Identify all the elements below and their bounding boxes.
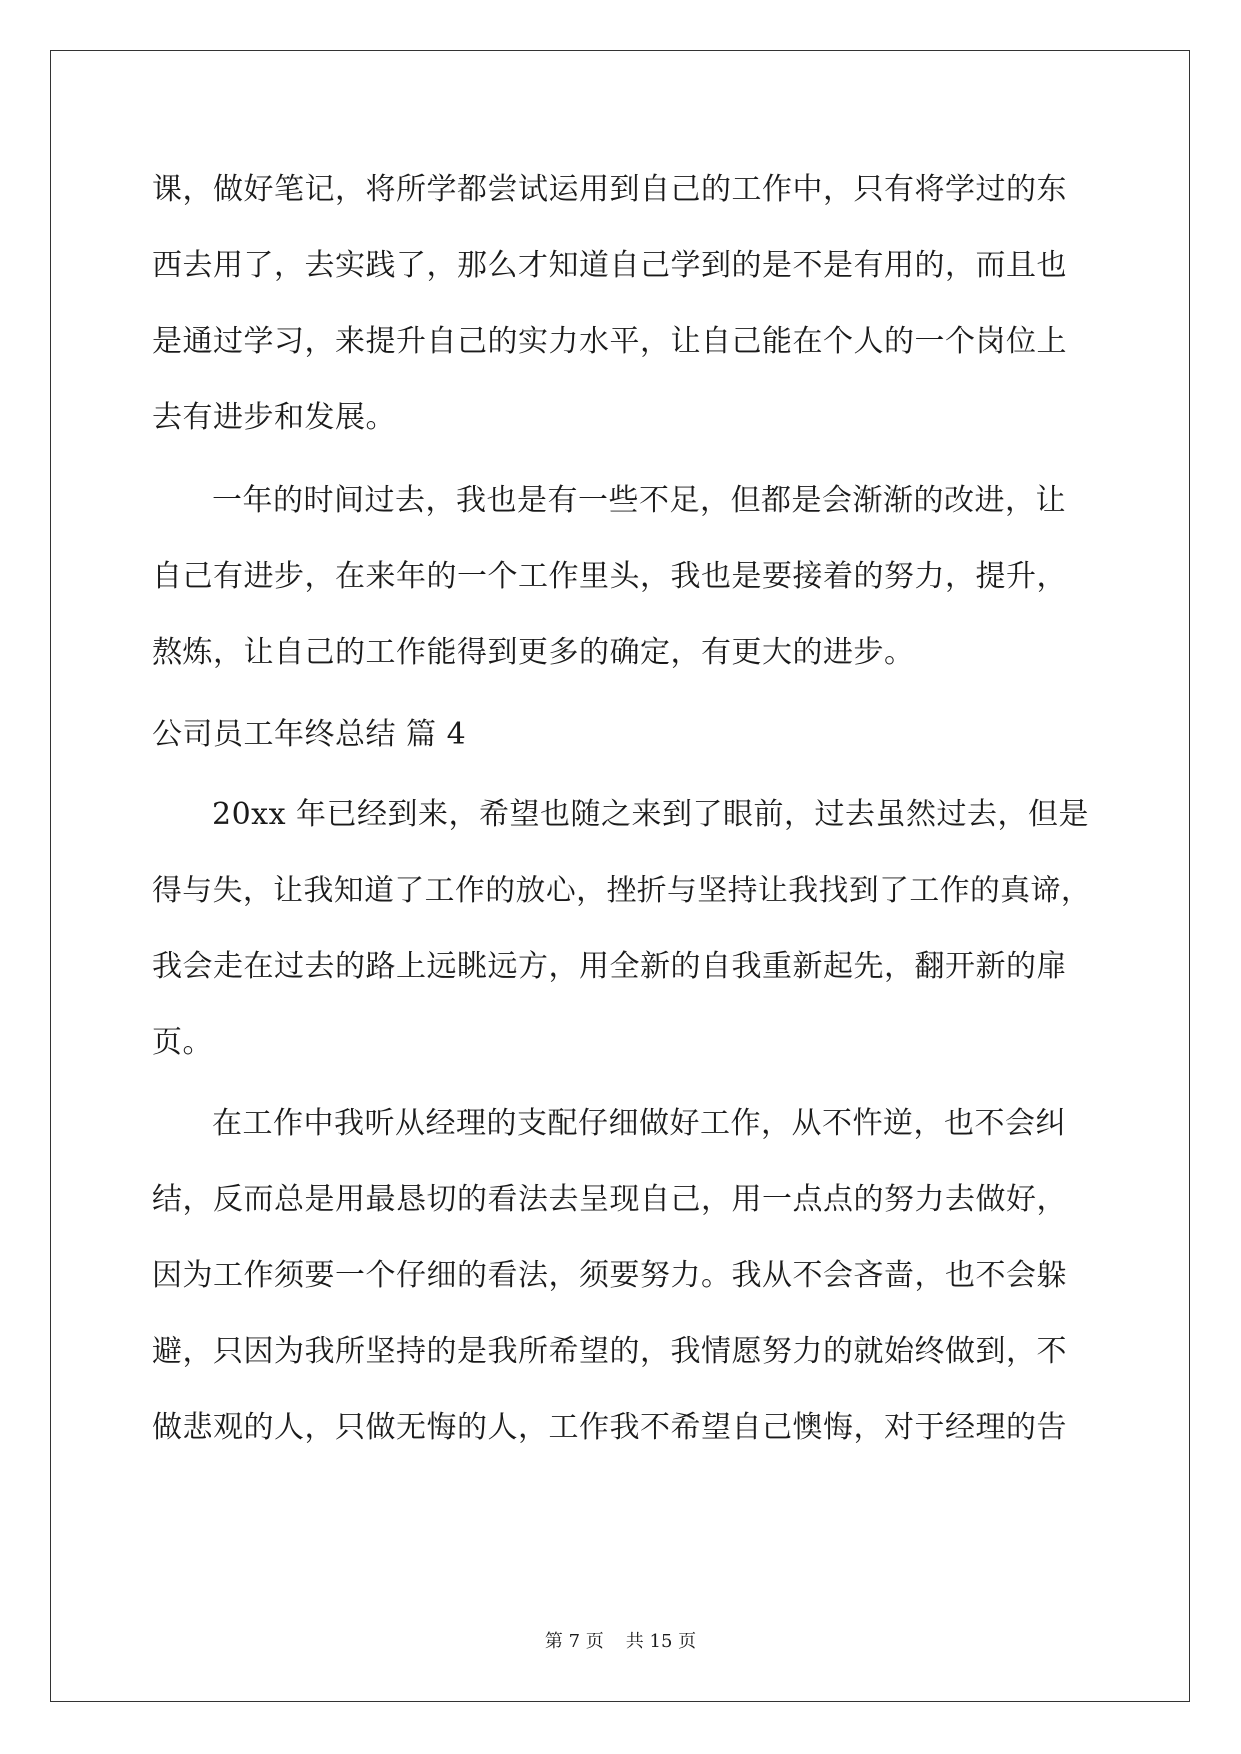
text-line: 去有进步和发展。 [152,400,396,435]
page-footer [0,1630,1241,1654]
text-line: 熬炼，让自己的工作能得到更多的确定，有更大的进步。 [152,635,915,670]
section-heading: 公司员工年终总结 篇 4 [152,717,467,752]
text-line: 因为工作须要一个仔细的看法，须要努力。我从不会吝啬，也不会躲 [152,1258,1067,1293]
text-line: 西去用了，去实践了，那么才知道自己学到的是不是有用的，而且也 [152,248,1067,283]
text-line: 结，反而总是用最恳切的看法去呈现自己，用一点点的努力去做好， [152,1182,1067,1217]
paragraph-start-line: 20xx 年已经到来，希望也随之来到了眼前，过去虽然过去，但是 [212,797,1090,832]
text-line: 是通过学习，来提升自己的实力水平，让自己能在个人的一个岗位上 [152,324,1067,359]
text-line: 页。 [152,1025,213,1060]
text-line: 避，只因为我所坚持的是我所希望的，我情愿努力的就始终做到，不 [152,1334,1067,1369]
text-line: 做悲观的人，只做无悔的人，工作我不希望自己懊悔，对于经理的告 [152,1410,1067,1445]
paragraph-start-line: 在工作中我听从经理的支配仔细做好工作，从不忤逆，也不会纠 [212,1106,1066,1141]
paragraph-start-line: 一年的时间过去，我也是有一些不足，但都是会渐渐的改进，让 [212,483,1066,518]
text-line: 我会走在过去的路上远眺远方，用全新的自我重新起先，翻开新的扉 [152,949,1067,984]
text-line: 得与失，让我知道了工作的放心，挫折与坚持让我找到了工作的真谛， [152,873,1092,908]
text-line: 自己有进步，在来年的一个工作里头，我也是要接着的努力，提升， [152,559,1067,594]
text-line: 课，做好笔记，将所学都尝试运用到自己的工作中，只有将学过的东 [152,172,1067,207]
page-total: 共 15 页 [625,1631,697,1652]
page-number: 第 7 页 [544,1631,604,1652]
